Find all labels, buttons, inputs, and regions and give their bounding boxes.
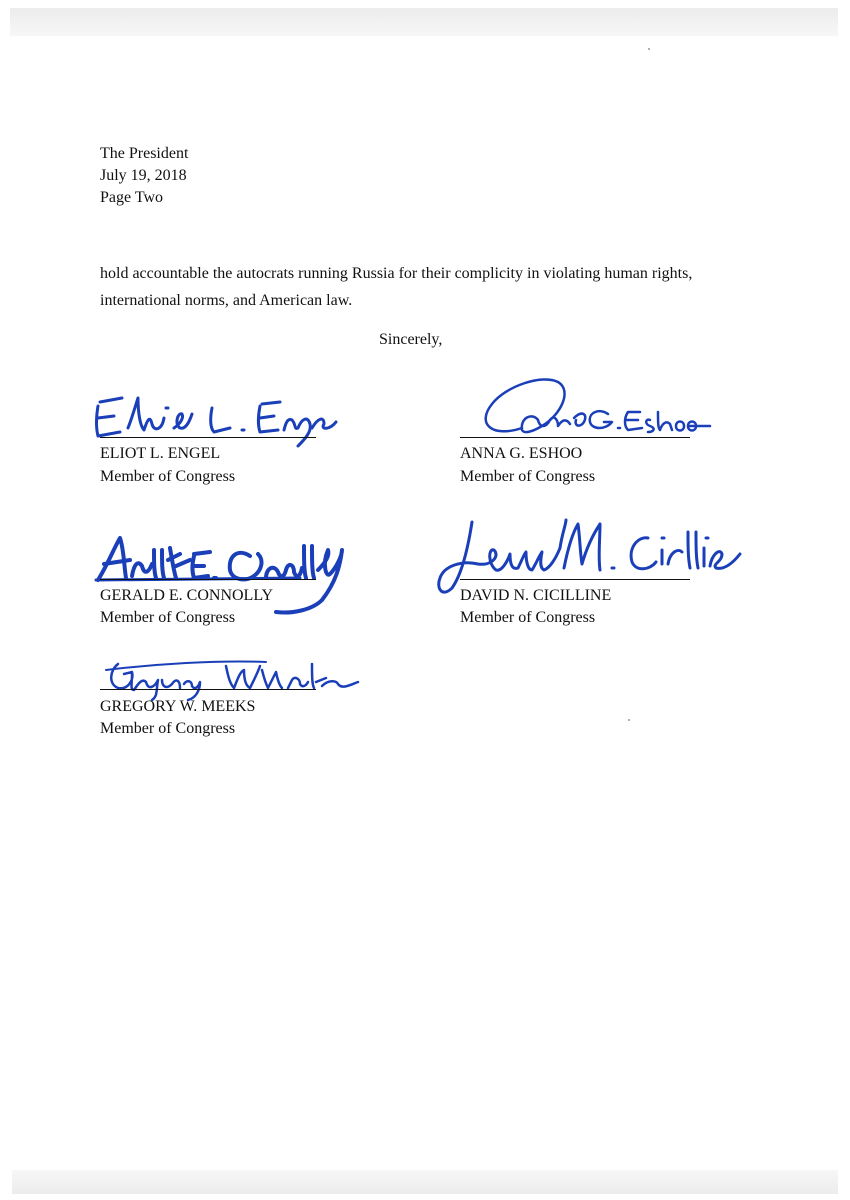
signature-line-meeks [100, 689, 316, 690]
letter-body [100, 260, 692, 314]
scan-speck [648, 48, 650, 50]
signatory-name-meeks: GREGORY W. MEEKS [100, 698, 256, 715]
signature-line-engel [100, 437, 316, 438]
signatory-title-connolly: Member of Congress [100, 609, 236, 626]
signature-eshoo [462, 368, 712, 448]
signatory-title-meeks: Member of Congress [100, 720, 236, 737]
signatory-title-eshoo: Member of Congress [460, 468, 596, 485]
body-line-1: hold accountable the autocrats running Russia for their complicity in violating human rights, [100, 265, 693, 282]
signatory-name-engel: ELIOT L. ENGEL [100, 445, 221, 462]
closing: Sincerely, [379, 331, 443, 348]
scan-edge-top [10, 8, 838, 36]
signature-line-cicilline [460, 579, 690, 580]
signatory-name-connolly: GERALD E. CONNOLLY [100, 587, 274, 604]
body-line-2: international norms, and American law. [100, 292, 353, 309]
signature-line-eshoo [460, 437, 690, 438]
signature-engel [92, 388, 342, 448]
signature-meeks [96, 650, 366, 700]
scan-edge-bottom [12, 1170, 838, 1194]
letter-header [100, 143, 188, 209]
signatory-name-cicilline: DAVID N. CICILLINE [460, 587, 612, 604]
signature-line-connolly [100, 579, 316, 580]
header-page: Page Two [100, 189, 164, 206]
header-recipient: The President [100, 145, 189, 162]
signatory-title-engel: Member of Congress [100, 468, 236, 485]
header-date: July 19, 2018 [100, 167, 187, 184]
signatory-name-eshoo: ANNA G. ESHOO [460, 445, 583, 462]
scan-speck [628, 719, 630, 721]
signatory-title-cicilline: Member of Congress [460, 609, 596, 626]
